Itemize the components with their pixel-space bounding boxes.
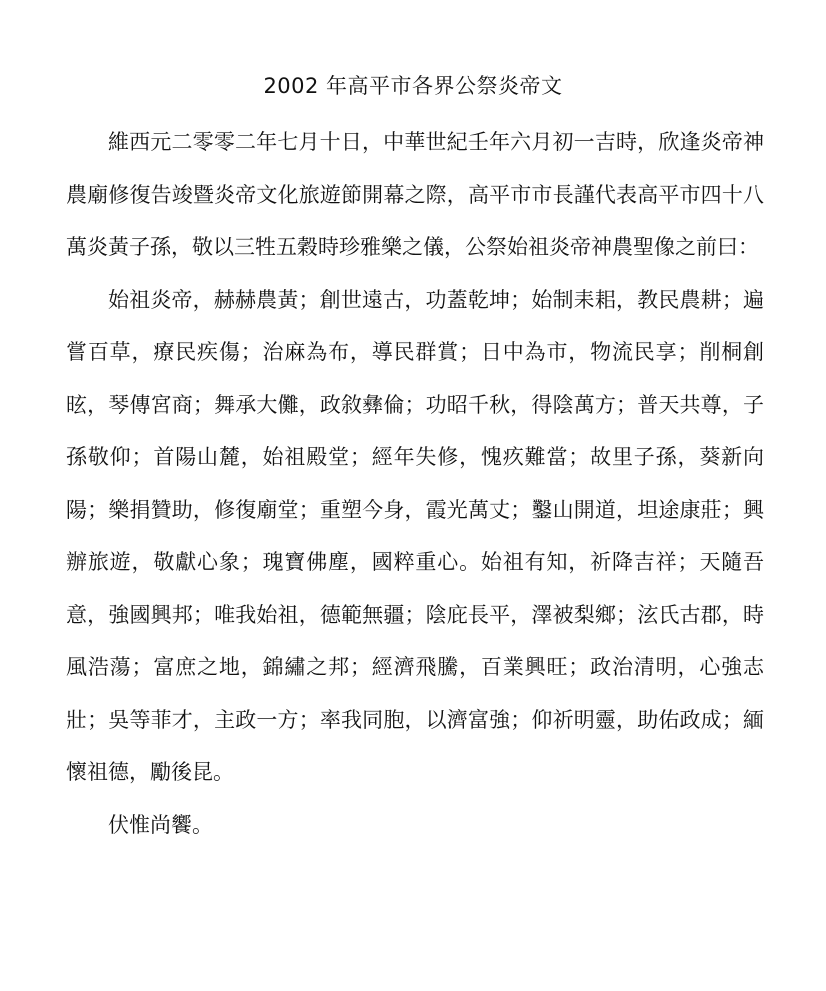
- document-title: 2002 年高平市各界公祭炎帝文: [263, 74, 563, 98]
- paragraph-preface: 維西元二零零二年七月十日，中華世紀壬年六月初一吉時，欣逢炎帝神農廟修復告竣暨炎帝文化旅遊節開幕之際，高平市市長謹代表高平市四十八萬炎黃子孫，敬以三牲五穀時珍雅樂之儀，公祭始祖炎帝神農聖像之前曰：: [66, 130, 764, 259]
- paragraph-closing: 伏惟尚饗。: [108, 812, 213, 837]
- paragraph-eulogy: 始祖炎帝，赫赫農黃；創世遠古，功蓋乾坤；始制耒耜，教民農耕；遍嘗百草，療民疾傷；治麻為布，導民群賞；日中為市，物流民享；削桐創昡，琴傳宮商；舞承大儺，政敘彝倫；功昭千秋，得陰萬方；普天共尊，子孫敬仰；首陽山麓，始祖殿堂；經年失修，愧疚難當；故里子孫，葵新向陽；樂捐贊助，修復廟堂；重塑今身，霞光萬丈；鑿山開道，坦途康莊；興辦旅遊，敬獻心象；瑰寶佛塵，國粹重心。始祖有知，祈降吉祥；天隨吾意，強國興邦；唯我始祖，德範無疆；陰庇長平，澤被梨鄉；泫氏古郡，時風浩蕩；富庶之地，錦繡之邦；經濟飛騰，百業興旺；政治清明，心強志壯；吳等菲才，主政一方；率我同胞，以濟富強；仰祈明靈，助佑政成；緬懷祖德，勵後昆。: [66, 287, 764, 784]
- document-body: [66, 116, 764, 851]
